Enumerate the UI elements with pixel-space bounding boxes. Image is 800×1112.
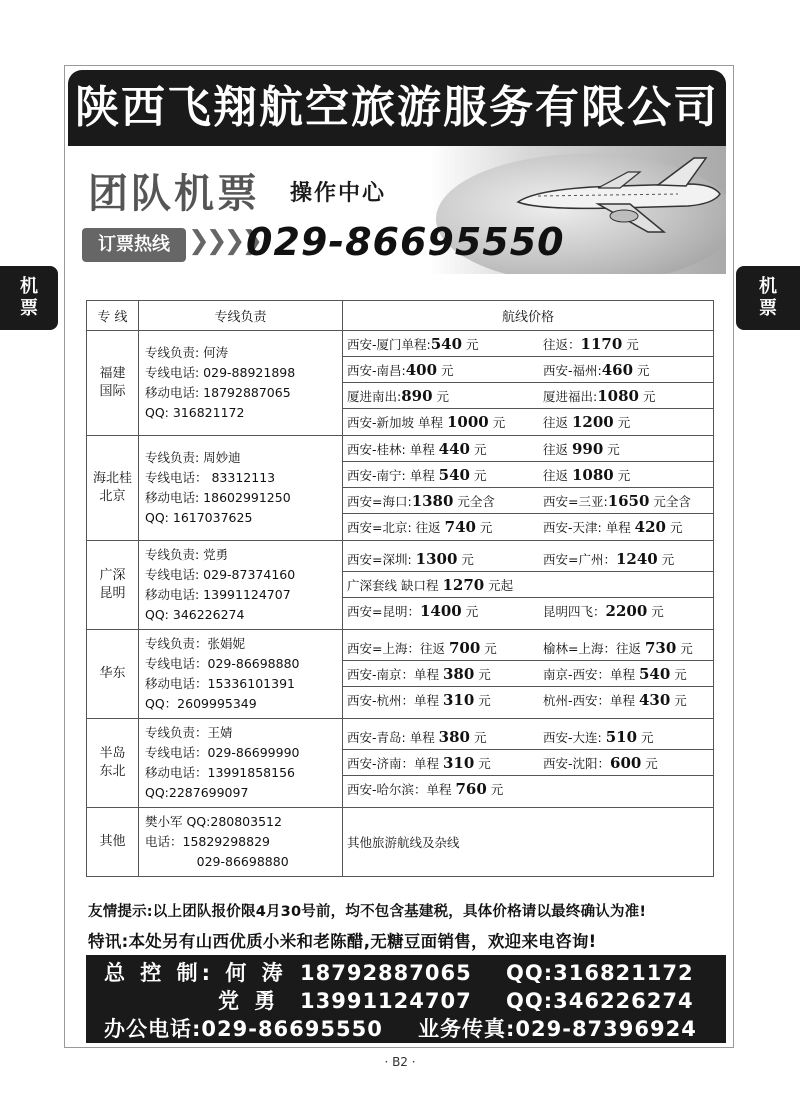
route-contact <box>139 331 343 436</box>
price-item <box>539 466 630 484</box>
friendly-tip: 友情提示:以上团队报价限4月30号前，均不包含基建税，具体价格请以最终确认为准! <box>88 904 647 920</box>
price-value: 310 <box>442 753 475 772</box>
price-route-label: 西安-桂林: 单程 <box>347 441 439 457</box>
price-value: 510 <box>605 727 638 746</box>
route-line-name <box>87 436 139 541</box>
other-routes-text: 其他旅游航线及杂线 <box>343 808 714 877</box>
price-value: 1300 <box>415 549 458 568</box>
price-unit: 元 <box>657 551 675 567</box>
price-unit: 元 <box>469 729 487 745</box>
price-route-label: 西安=海口: <box>347 493 412 509</box>
price-item <box>343 754 539 772</box>
table-row <box>87 630 714 719</box>
price-unit: 元 <box>676 640 693 656</box>
route-line-text: 海北桂 <box>92 471 132 486</box>
price-route-label: 西安-天津: 单程 <box>543 520 635 535</box>
price-item <box>343 550 539 568</box>
phone-1: 18792887065 <box>300 961 472 985</box>
price-route-label: 西安-大连: <box>543 729 606 745</box>
price-value: 310 <box>442 691 475 709</box>
route-prices <box>343 541 714 630</box>
price-item <box>539 335 639 353</box>
price-route-label: 南京-西安：单程 <box>543 666 639 682</box>
price-row <box>343 331 713 357</box>
chevron-arrows-icon: ❯❯❯❯ <box>188 226 260 256</box>
price-value: 420 <box>634 518 666 536</box>
price-route-label: 西安-南宁: 单程 <box>347 467 439 483</box>
header-price: 航线价格 <box>343 301 714 331</box>
price-value: 700 <box>448 638 481 657</box>
price-item <box>343 665 539 683</box>
price-item <box>343 691 539 709</box>
route-line-text: 国际 <box>99 384 126 399</box>
price-unit: 元 <box>633 362 650 378</box>
price-item <box>539 361 650 379</box>
contact-bar <box>86 955 726 1043</box>
price-route-label: 西安-沈阳： <box>543 755 611 771</box>
price-value: 730 <box>644 638 677 657</box>
price-unit: 元 <box>488 415 506 430</box>
price-route-label: 往返 <box>543 467 572 483</box>
contact-line: 移动电话: 13991124707 <box>145 587 291 602</box>
price-item <box>539 387 655 405</box>
price-item <box>343 361 539 379</box>
side-tab-char: 机 <box>20 276 38 297</box>
price-value: 460 <box>601 360 634 379</box>
price-row <box>343 357 713 383</box>
contact-row-1 <box>86 959 726 987</box>
route-contact <box>139 808 343 877</box>
price-route-label: 西安=上海：往返 <box>347 640 449 656</box>
contact-line: 专线负责: 何涛 <box>145 345 229 360</box>
price-value: 1400 <box>419 602 462 620</box>
route-line-text: 福建 <box>99 366 126 381</box>
contact-line: 专线负责：王婧 <box>145 725 233 740</box>
route-line-name <box>87 541 139 630</box>
price-route-label: 往返： <box>543 336 581 352</box>
price-item <box>343 492 539 510</box>
price-unit: 元 <box>474 666 491 682</box>
contact-line: 樊小军 QQ:280803512 <box>145 814 282 829</box>
contact-line: 移动电话: 18792887065 <box>145 385 291 400</box>
price-unit: 元全含 <box>453 493 495 509</box>
price-unit: 元 <box>469 441 487 457</box>
route-line-name: 其他 <box>87 808 139 877</box>
contact-line: 专线负责: 周妙迪 <box>145 450 241 465</box>
price-value: 540 <box>438 465 470 484</box>
side-tab-left <box>0 266 58 330</box>
price-route-label: 西安-哈尔滨：单程 <box>347 782 456 797</box>
general-control-label: 总 控 制: 何 涛 <box>104 961 287 985</box>
table-row <box>87 331 714 436</box>
qq-2: QQ:346226274 <box>506 989 694 1013</box>
price-route-label: 西安-青岛: 单程 <box>347 729 439 745</box>
price-item <box>343 518 539 536</box>
table-row <box>87 541 714 630</box>
price-route-label: 西安-新加坡 单程 <box>347 415 447 430</box>
price-unit: 元 <box>670 693 687 708</box>
header-contact: 专线负责 <box>139 301 343 331</box>
contact-line: 专线电话: 029-87374160 <box>145 567 296 582</box>
price-unit: 元起 <box>484 577 514 593</box>
route-prices <box>343 331 714 436</box>
price-row <box>343 635 713 661</box>
price-row <box>343 514 713 540</box>
price-row <box>343 436 713 462</box>
route-line-text: 广深 <box>99 568 126 583</box>
price-unit: 元 <box>613 467 631 483</box>
price-item <box>539 639 693 657</box>
price-row <box>343 462 713 488</box>
price-value: 1200 <box>571 413 614 431</box>
price-route-label: 西安=昆明： <box>347 604 420 619</box>
price-unit: 元 <box>474 693 491 708</box>
contact-line: QQ: 1617037625 <box>145 510 253 525</box>
team-ticket-title: 团队机票 <box>88 171 260 217</box>
price-item <box>539 691 687 709</box>
price-unit: 元 <box>638 388 656 404</box>
price-item <box>539 518 682 536</box>
route-line-text: 北京 <box>99 489 126 504</box>
price-item <box>539 602 664 620</box>
phone-2: 13991124707 <box>300 989 472 1013</box>
route-line-text: 华东 <box>99 666 126 681</box>
price-value: 990 <box>571 439 604 458</box>
price-item <box>343 639 539 657</box>
price-value: 540 <box>638 664 671 683</box>
price-unit: 元 <box>480 640 497 656</box>
price-item <box>343 576 513 594</box>
price-row <box>343 687 713 713</box>
price-unit: 元 <box>432 388 450 404</box>
contact-row-3 <box>86 1015 726 1043</box>
route-contact <box>139 719 343 808</box>
price-unit: 元 <box>647 604 664 619</box>
price-item <box>539 413 630 431</box>
price-value: 740 <box>444 518 476 536</box>
price-route-label: 广深套线 缺口程 <box>347 577 443 593</box>
price-row <box>343 409 713 435</box>
price-item <box>343 440 539 458</box>
price-route-label: 西安-厦门单程: <box>347 336 431 352</box>
price-unit: 元 <box>622 336 639 352</box>
route-line-text: 半岛 <box>99 746 126 761</box>
side-tab-char: 票 <box>759 298 777 319</box>
price-route-label: 西安=广州： <box>543 551 616 567</box>
price-route-label: 厦进福出: <box>543 388 598 404</box>
price-route-label: 西安-南京：单程 <box>347 666 443 682</box>
price-value: 440 <box>438 439 470 458</box>
contact-line: 电话：15829298829 <box>145 834 270 849</box>
price-value: 400 <box>405 360 438 379</box>
price-route-label: 西安=三亚: <box>543 493 608 509</box>
price-unit: 元 <box>603 441 620 457</box>
contact-line: QQ:2287699097 <box>145 785 249 800</box>
price-value: 1380 <box>411 491 454 510</box>
price-unit: 元 <box>474 755 491 771</box>
contact-line: 移动电话：15336101391 <box>145 676 295 691</box>
price-item <box>539 665 687 683</box>
price-route-label: 西安-济南：单程 <box>347 755 443 771</box>
price-value: 890 <box>401 386 433 405</box>
fax-number: 业务传真:029-87396924 <box>418 1017 697 1041</box>
hotline-number: 029-86695550 <box>246 220 565 264</box>
price-value: 1270 <box>442 575 485 594</box>
route-line-text: 东北 <box>99 764 126 779</box>
contact-line: QQ: 346226274 <box>145 607 245 622</box>
contact-line: 专线负责: 党勇 <box>145 547 229 562</box>
price-value: 430 <box>638 691 671 709</box>
office-phone: 办公电话:029-86695550 <box>104 1017 383 1041</box>
price-route-label: 西安-福州: <box>543 362 602 378</box>
price-value: 760 <box>455 780 487 798</box>
price-route-label: 往返 <box>543 415 572 430</box>
price-unit: 元 <box>475 520 493 535</box>
route-line-name <box>87 630 139 719</box>
price-unit: 元 <box>486 782 504 797</box>
route-contact <box>139 541 343 630</box>
price-unit: 元 <box>469 467 487 483</box>
price-item <box>539 440 620 458</box>
table-header-row <box>87 301 714 331</box>
header-line: 专 线 <box>87 301 139 331</box>
price-item <box>539 550 674 568</box>
price-value: 380 <box>442 664 475 683</box>
price-item <box>343 728 539 746</box>
price-unit: 元 <box>665 520 683 535</box>
price-unit: 元 <box>613 415 631 430</box>
table-row <box>87 808 714 877</box>
price-item <box>539 728 654 746</box>
price-route-label: 厦进南出: <box>347 388 402 404</box>
price-value: 1080 <box>597 386 639 405</box>
price-route-label: 西安-杭州：单程 <box>347 693 443 708</box>
contact-line: QQ：2609995349 <box>145 696 257 711</box>
price-item <box>343 780 503 798</box>
price-row <box>343 750 713 776</box>
team-ticket-subtitle: 操作中心 <box>290 181 387 206</box>
contact-line: 029-86698880 <box>145 854 289 869</box>
price-route-label: 榆林=上海：往返 <box>543 640 645 656</box>
price-route-label: 西安-南昌: <box>347 362 406 378</box>
price-item <box>343 466 539 484</box>
table-row <box>87 719 714 808</box>
contact-line: 专线电话：029-86699990 <box>145 745 300 760</box>
price-value: 1000 <box>446 413 489 431</box>
price-unit: 元全含 <box>649 493 691 509</box>
price-item <box>539 754 658 772</box>
price-item <box>343 335 539 353</box>
hero-banner <box>68 146 726 274</box>
price-row <box>343 776 713 802</box>
price-route-label: 西安=北京: 往返 <box>347 520 445 535</box>
special-notice: 特讯:本处另有山西优质小米和老陈醋,无糖豆面销售，欢迎来电咨询! <box>88 932 597 951</box>
contact-line: QQ: 316821172 <box>145 405 245 420</box>
price-item <box>343 387 539 405</box>
contact-line: 专线电话：029-86698880 <box>145 656 300 671</box>
side-tab-right <box>736 266 800 330</box>
price-row <box>343 488 713 514</box>
contact-line: 专线电话： 83312113 <box>145 470 276 485</box>
price-row <box>343 572 713 598</box>
price-value: 380 <box>438 727 470 746</box>
company-title: 陕西飞翔航空旅游服务有限公司 <box>68 70 726 146</box>
page-number: · B2 · <box>384 1055 416 1069</box>
price-item <box>343 602 539 620</box>
price-item <box>539 492 691 510</box>
price-row <box>343 598 713 624</box>
contact-row-2 <box>86 987 726 1015</box>
price-value: 540 <box>430 334 463 353</box>
side-tab-char: 票 <box>20 298 38 319</box>
route-prices <box>343 630 714 719</box>
price-route-label: 昆明四飞： <box>543 604 606 619</box>
route-prices <box>343 719 714 808</box>
qq-1: QQ:316821172 <box>506 961 694 985</box>
price-row <box>343 383 713 409</box>
route-line-text: 昆明 <box>99 586 126 601</box>
route-price-table <box>86 300 714 877</box>
table-row <box>87 436 714 541</box>
price-unit: 元 <box>461 604 479 619</box>
route-contact <box>139 630 343 719</box>
route-prices <box>343 436 714 541</box>
price-unit: 元 <box>641 755 658 771</box>
hotline-label: 订票热线 <box>82 228 186 262</box>
price-value: 2200 <box>605 602 648 620</box>
side-tab-char: 机 <box>759 276 777 297</box>
route-line-name <box>87 331 139 436</box>
price-row <box>343 661 713 687</box>
price-unit: 元 <box>637 729 654 745</box>
price-value: 1650 <box>607 491 650 510</box>
price-unit: 元 <box>437 362 454 378</box>
contact-line: 专线电话: 029-88921898 <box>145 365 296 380</box>
contact-line: 移动电话：13991858156 <box>145 765 295 780</box>
price-item <box>343 413 539 431</box>
contact-line: 移动电话: 18602991250 <box>145 490 291 505</box>
price-unit: 元 <box>670 666 687 682</box>
price-value: 1240 <box>615 549 658 568</box>
price-unit: 元 <box>457 551 474 567</box>
price-row <box>343 724 713 750</box>
price-unit: 元 <box>462 336 479 352</box>
price-value: 600 <box>610 753 642 772</box>
price-route-label: 西安=深圳: <box>347 551 416 567</box>
price-route-label: 杭州-西安：单程 <box>543 693 639 708</box>
price-route-label: 往返 <box>543 441 572 457</box>
route-contact <box>139 436 343 541</box>
route-line-name <box>87 719 139 808</box>
price-value: 1080 <box>571 465 614 484</box>
price-value: 1170 <box>580 334 623 353</box>
person-2: 党 勇 <box>218 989 280 1013</box>
price-row <box>343 546 713 572</box>
contact-line: 专线负责：张娟妮 <box>145 636 246 651</box>
